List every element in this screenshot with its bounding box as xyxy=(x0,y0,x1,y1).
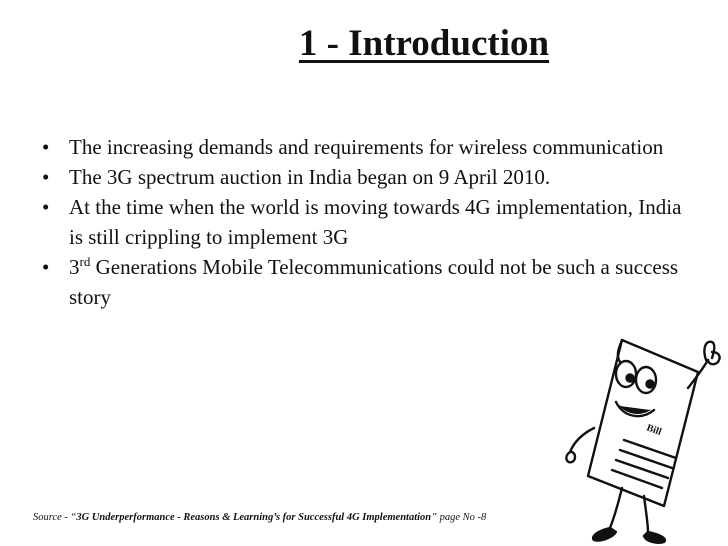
cartoon-bill-paper-character-icon xyxy=(560,330,728,546)
bullet-prefix: 3 xyxy=(69,255,80,279)
source-prefix: Source - “ xyxy=(33,512,77,523)
mascot-paper-label: Bill xyxy=(644,422,663,438)
slide-title: 1 - Introduction xyxy=(298,23,550,64)
bullet-item xyxy=(42,132,692,162)
bullet-dot-icon: • xyxy=(42,255,50,279)
bullet-text: At the time when the world is moving towards 4G implementation, India is still crippling to implement 3G xyxy=(69,195,682,249)
source-title: 3G Underperformance - Reasons & Learning’s for Successful 4G Implementation xyxy=(76,512,432,523)
bullet-dot-icon: • xyxy=(42,135,50,159)
source-suffix: ” page No -8 xyxy=(431,512,487,523)
slide-title-wrap xyxy=(0,22,728,65)
bullet-text: The 3G spectrum auction in India began on 9 April 2010. xyxy=(69,165,551,189)
bullet-item xyxy=(42,192,692,252)
bullet-text: The increasing demands and requirements for wireless communication xyxy=(69,135,664,159)
bullet-item xyxy=(42,162,692,192)
bullet-list xyxy=(42,132,692,312)
source-citation xyxy=(33,512,486,523)
bullet-text: Generations Mobile Telecommunications could not be such a success story xyxy=(69,255,679,309)
bullet-dot-icon: • xyxy=(42,195,50,219)
bullet-dot-icon: • xyxy=(42,165,50,189)
bullet-superscript: rd xyxy=(79,254,91,269)
bullet-item xyxy=(42,252,692,312)
